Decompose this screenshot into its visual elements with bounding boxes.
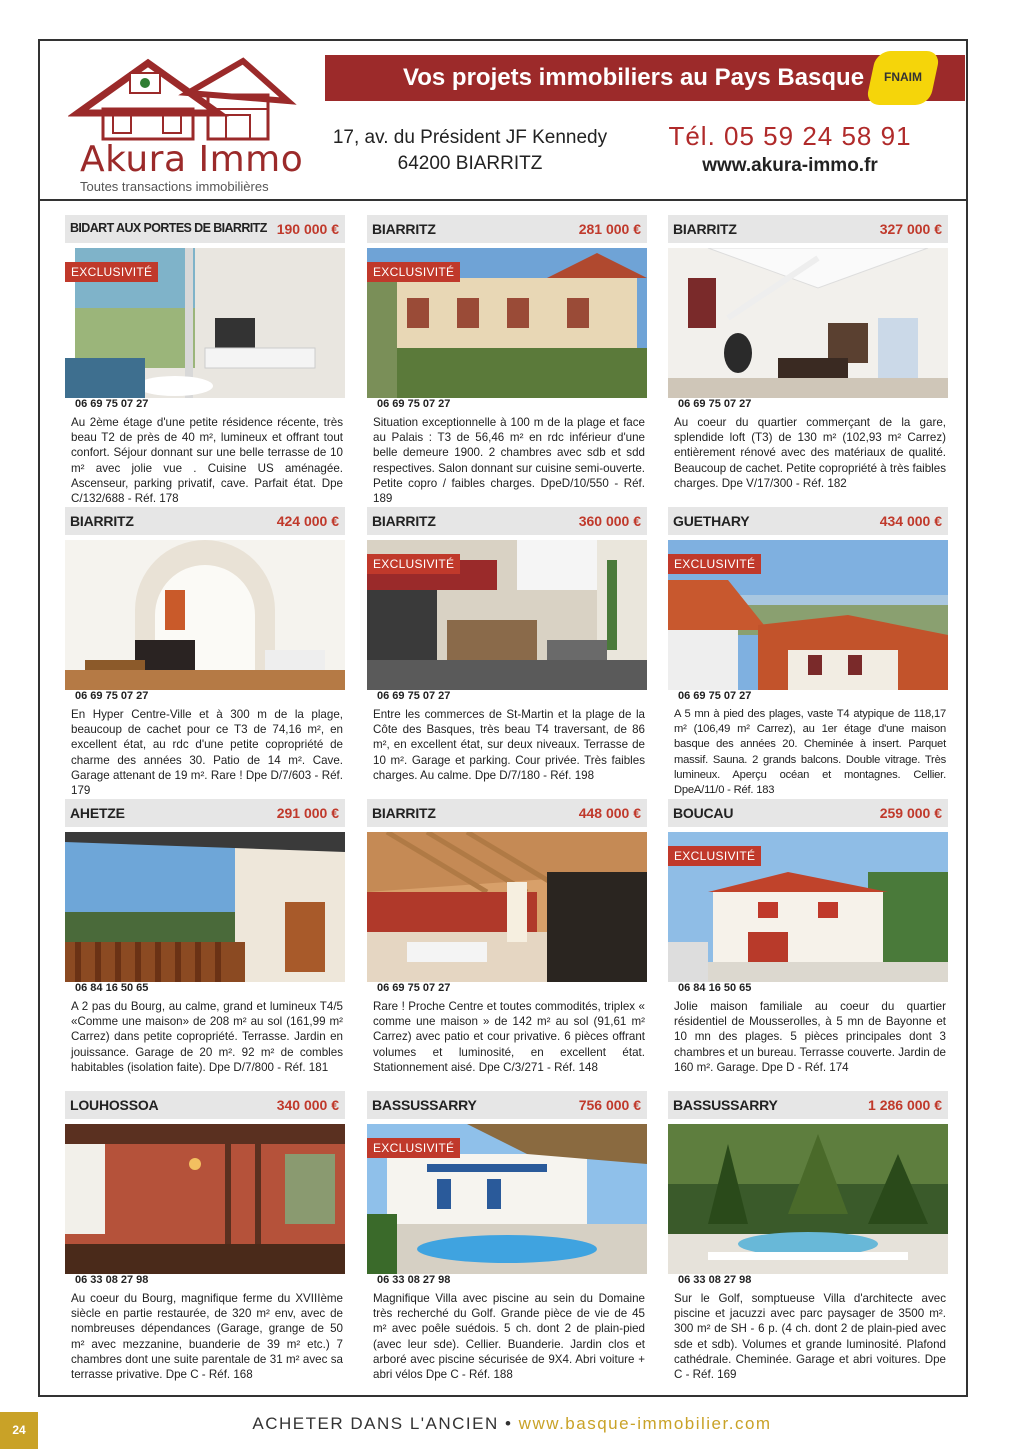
listing-contact [668, 398, 948, 412]
listing-city: BIARRITZ [372, 805, 436, 821]
page-number: 24 [0, 1412, 38, 1449]
listing-city: BIARRITZ [70, 513, 134, 529]
exclusivity-badge: EXCLUSIVITÉ [367, 554, 460, 574]
listing-phone[interactable]: 06 69 75 07 27 [678, 690, 752, 702]
agency-header [40, 41, 966, 201]
listing-contact [65, 398, 345, 412]
listing-contact [367, 982, 647, 996]
listing-city: GUETHARY [673, 513, 750, 529]
listing-phone[interactable]: 06 69 75 07 27 [377, 398, 451, 410]
listing-photo[interactable] [668, 540, 948, 690]
listing-phone[interactable]: 06 33 08 27 98 [377, 1274, 451, 1286]
logo-tagline: Toutes transactions immobilières [80, 179, 269, 194]
listing-header [65, 215, 345, 243]
listing-price: 1 286 000 € [868, 1097, 942, 1113]
exclusivity-badge: EXCLUSIVITÉ [668, 554, 761, 574]
listing-city: LOUHOSSOA [70, 1097, 159, 1113]
listing-city: BASSUSSARRY [673, 1097, 778, 1113]
listing-description: Sur le Golf, somptueuse Villa d'architecte avec piscine et jacuzzi avec parc paysager de 3500 m². 300 m² de SH - 6 p. (4 ch. dont 2 de plain-pied avec sde et sdb). Volumes et grande luminosité. Plafond cathédrale. Cheminée. Garage et abri voitures. Dpe C - Réf. 169 [674, 1292, 946, 1382]
listing-contact [65, 690, 345, 704]
listing-phone[interactable]: 06 33 08 27 98 [678, 1274, 752, 1286]
listing-description: En Hyper Centre-Ville et à 300 m de la plage, beaucoup de cachet pour ce T3 de 74,16 m², en excellent état, au rdc d'une petite copropriété de charme des années 30. Patio de 14 m². Cave. Garage attenant de 19 m². Rare ! Dpe D/7/603 - Réf. 179 [71, 708, 343, 798]
listing-header [367, 799, 647, 827]
page-frame [38, 39, 968, 1397]
listing-description: Au 2ème étage d'une petite résidence récente, très beau T2 de près de 40 m², lumineux et offrant tout confort. Séjour donnant sur une belle terrasse de 10 m² avec jolie vue . Cuisine US aménagée. Ascenseur, parking privatif, cave. Parfait état. Dpe C/132/688 - Réf. 178 [71, 416, 343, 506]
listing-photo[interactable] [668, 832, 948, 982]
listing-price: 424 000 € [276, 513, 339, 529]
footer-section: ACHETER DANS L'ANCIEN [252, 1414, 499, 1433]
listing-photo[interactable] [367, 540, 647, 690]
listing-price: 340 000 € [276, 1097, 339, 1113]
listing-contact [668, 690, 948, 704]
listing-photo[interactable] [367, 1124, 647, 1274]
footer-separator: • [504, 1414, 513, 1433]
listing-city: BIDART AUX PORTES DE BIARRITZ [70, 221, 267, 235]
listing-contact [367, 398, 647, 412]
listing-header [668, 1091, 948, 1119]
listing-phone[interactable]: 06 69 75 07 27 [75, 398, 149, 410]
listing-header [65, 507, 345, 535]
listing-header [65, 799, 345, 827]
listing-description: A 2 pas du Bourg, au calme, grand et lumineux T4/5 «Comme une maison» de 208 m² au sol (161,99 m² Carrez) dans petite copropriété. Terrasse. Jardin en jouissance. Garage de 20 m². 92 m² de combles habitables (isolation faite). Dpe D/7/800 - Réf. 181 [71, 1000, 343, 1074]
listing-description: A 5 mn à pied des plages, vaste T4 atypique de 118,17 m² (106,49 m² Carrez), au 1er étage d'une maison basque des années 20. Cheminée à insert. Parquet massif. Sauna. 2 grands balcons. Double vitrage. Très lumineux. Aperçu océan et montagnes. Cellier. DpeA/11/0 - Réf. 183 [674, 708, 946, 797]
listing-city: BIARRITZ [673, 221, 737, 237]
listing-price: 281 000 € [578, 221, 641, 237]
listing-contact [367, 1274, 647, 1288]
listing-phone[interactable]: 06 69 75 07 27 [75, 690, 149, 702]
agency-phone[interactable]: Tél. 05 59 24 58 91 [668, 121, 912, 151]
listing-phone[interactable]: 06 84 16 50 65 [75, 982, 149, 994]
agency-website-link[interactable]: www.akura-immo.fr [702, 155, 878, 176]
listing-city: BASSUSSARRY [372, 1097, 477, 1113]
listing-phone[interactable]: 06 69 75 07 27 [678, 398, 752, 410]
listing-description: Entre les commerces de St-Martin et la plage de la Côte des Basques, très beau T4 traversant, de 86 m², en excellent état, sur deux niveaux. Terrasse de 10 m². Garage et parking. Cour privée. Très faibles charges. Au calme. Dpe D/7/180 - Réf. 198 [373, 708, 645, 782]
listing-header [668, 799, 948, 827]
listing-description: Au coeur du Bourg, magnifique ferme du XVIIIème siècle en partie restaurée, de 320 m² env, avec de nombreuses dépendances (Garage, grange de 50 m² avec mezzanine, buanderie de 39 m² etc.) 7 chambres dont une suite parentale de 31 m² avec sa terrasse privative. Dpe C - Réf. 168 [71, 1292, 343, 1382]
listing-description: Jolie maison familiale au coeur du quartier résidentiel de Mousserolles, à 5 mn de Bayonne et 10 mn des plages. 5 pièces principales dont 3 chambres et un bureau. Terrasse couverte. Jardin de 160 m². Garage. Dpe D - Réf. 174 [674, 1000, 946, 1074]
listing-city: BOUCAU [673, 805, 734, 821]
listing-description: Situation exceptionnelle à 100 m de la plage et face au Palais : T3 de 56,46 m² en rdc inférieur d'une belle demeure 1900. 2 chambres avec sdb et sdd respectives. Salon donnant sur cuisine semi-ouverte. Petite copro / faibles charges. DpeD/10/550 - Réf. 189 [373, 416, 645, 506]
exclusivity-badge: EXCLUSIVITÉ [65, 262, 158, 282]
exclusivity-badge: EXCLUSIVITÉ [367, 262, 460, 282]
listing-city: BIARRITZ [372, 513, 436, 529]
listing-phone[interactable]: 06 84 16 50 65 [678, 982, 752, 994]
listing-photo[interactable] [65, 248, 345, 398]
listing-contact [65, 982, 345, 996]
listing-city: BIARRITZ [372, 221, 436, 237]
listing-price: 434 000 € [879, 513, 942, 529]
address-line-1: 17, av. du Président JF Kennedy [332, 127, 608, 148]
listing-price: 190 000 € [276, 221, 339, 237]
listing-price: 291 000 € [276, 805, 339, 821]
listing-photo[interactable] [65, 540, 345, 690]
house-logo-icon [68, 51, 298, 141]
listing-header [367, 215, 647, 243]
listing-phone[interactable]: 06 33 08 27 98 [75, 1274, 149, 1286]
listing-photo[interactable] [65, 1124, 345, 1274]
listing-phone[interactable]: 06 69 75 07 27 [377, 690, 451, 702]
fnaim-logo [865, 55, 941, 101]
listing-header [668, 215, 948, 243]
listing-phone[interactable]: 06 69 75 07 27 [377, 982, 451, 994]
banner-text: Vos projets immobiliers au Pays Basque [403, 64, 865, 91]
listing-price: 360 000 € [578, 513, 641, 529]
exclusivity-badge: EXCLUSIVITÉ [668, 846, 761, 866]
listing-photo[interactable] [65, 832, 345, 982]
listing-contact [65, 1274, 345, 1288]
logo-name: Akura Immo [80, 139, 304, 180]
listing-header [668, 507, 948, 535]
listing-price: 448 000 € [578, 805, 641, 821]
listing-price: 756 000 € [578, 1097, 641, 1113]
listing-photo[interactable] [668, 248, 948, 398]
listing-description: Au coeur du quartier commerçant de la gare, splendide loft (T3) de 130 m² (102,93 m² Carrez) entièrement rénové avec des matériaux de qualité. Beaucoup de cachet. Petite copropriété à très faibles charges. Dpe V/17/300 - Réf. 182 [674, 416, 946, 490]
listing-header [367, 507, 647, 535]
footer-website-link[interactable]: www.basque-immobilier.com [518, 1414, 772, 1433]
listing-city: AHETZE [70, 805, 125, 821]
listing-description: Magnifique Villa avec piscine au sein du Domaine très recherché du Golf. Grande pièce de vie de 45 m² avec poêle suédois. 5 ch. dont 2 de plain-pied (avec leur sde). Cellier. Buanderie. Jardin clos et arboré avec piscine sécurisée de 9X4. Abri voiture + abri vélos Dpe C - Réf. 188 [373, 1292, 645, 1382]
agency-address [330, 125, 610, 177]
agency-logo [68, 51, 304, 194]
listing-contact [668, 1274, 948, 1288]
slogan-banner [325, 55, 965, 101]
listing-contact [367, 690, 647, 704]
address-line-2: 64200 BIARRITZ [397, 153, 543, 174]
listing-price: 327 000 € [879, 221, 942, 237]
page-footer [0, 1414, 1024, 1434]
listing-header [367, 1091, 647, 1119]
fnaim-label: FNAIM [884, 70, 922, 84]
listing-contact [668, 982, 948, 996]
listing-header [65, 1091, 345, 1119]
exclusivity-badge: EXCLUSIVITÉ [367, 1138, 460, 1158]
listing-price: 259 000 € [879, 805, 942, 821]
listing-description: Rare ! Proche Centre et toutes commodités, triplex « comme une maison » de 142 m² au sol (91,61 m² Carrez) avec patio et cour privative. 6 pièces offrant volumes et luminosité, en excellent état. Stationnement aisé. Dpe C/3/271 - Réf. 148 [373, 1000, 645, 1074]
listing-photo[interactable] [367, 832, 647, 982]
listing-photo[interactable] [367, 248, 647, 398]
listing-photo[interactable] [668, 1124, 948, 1274]
